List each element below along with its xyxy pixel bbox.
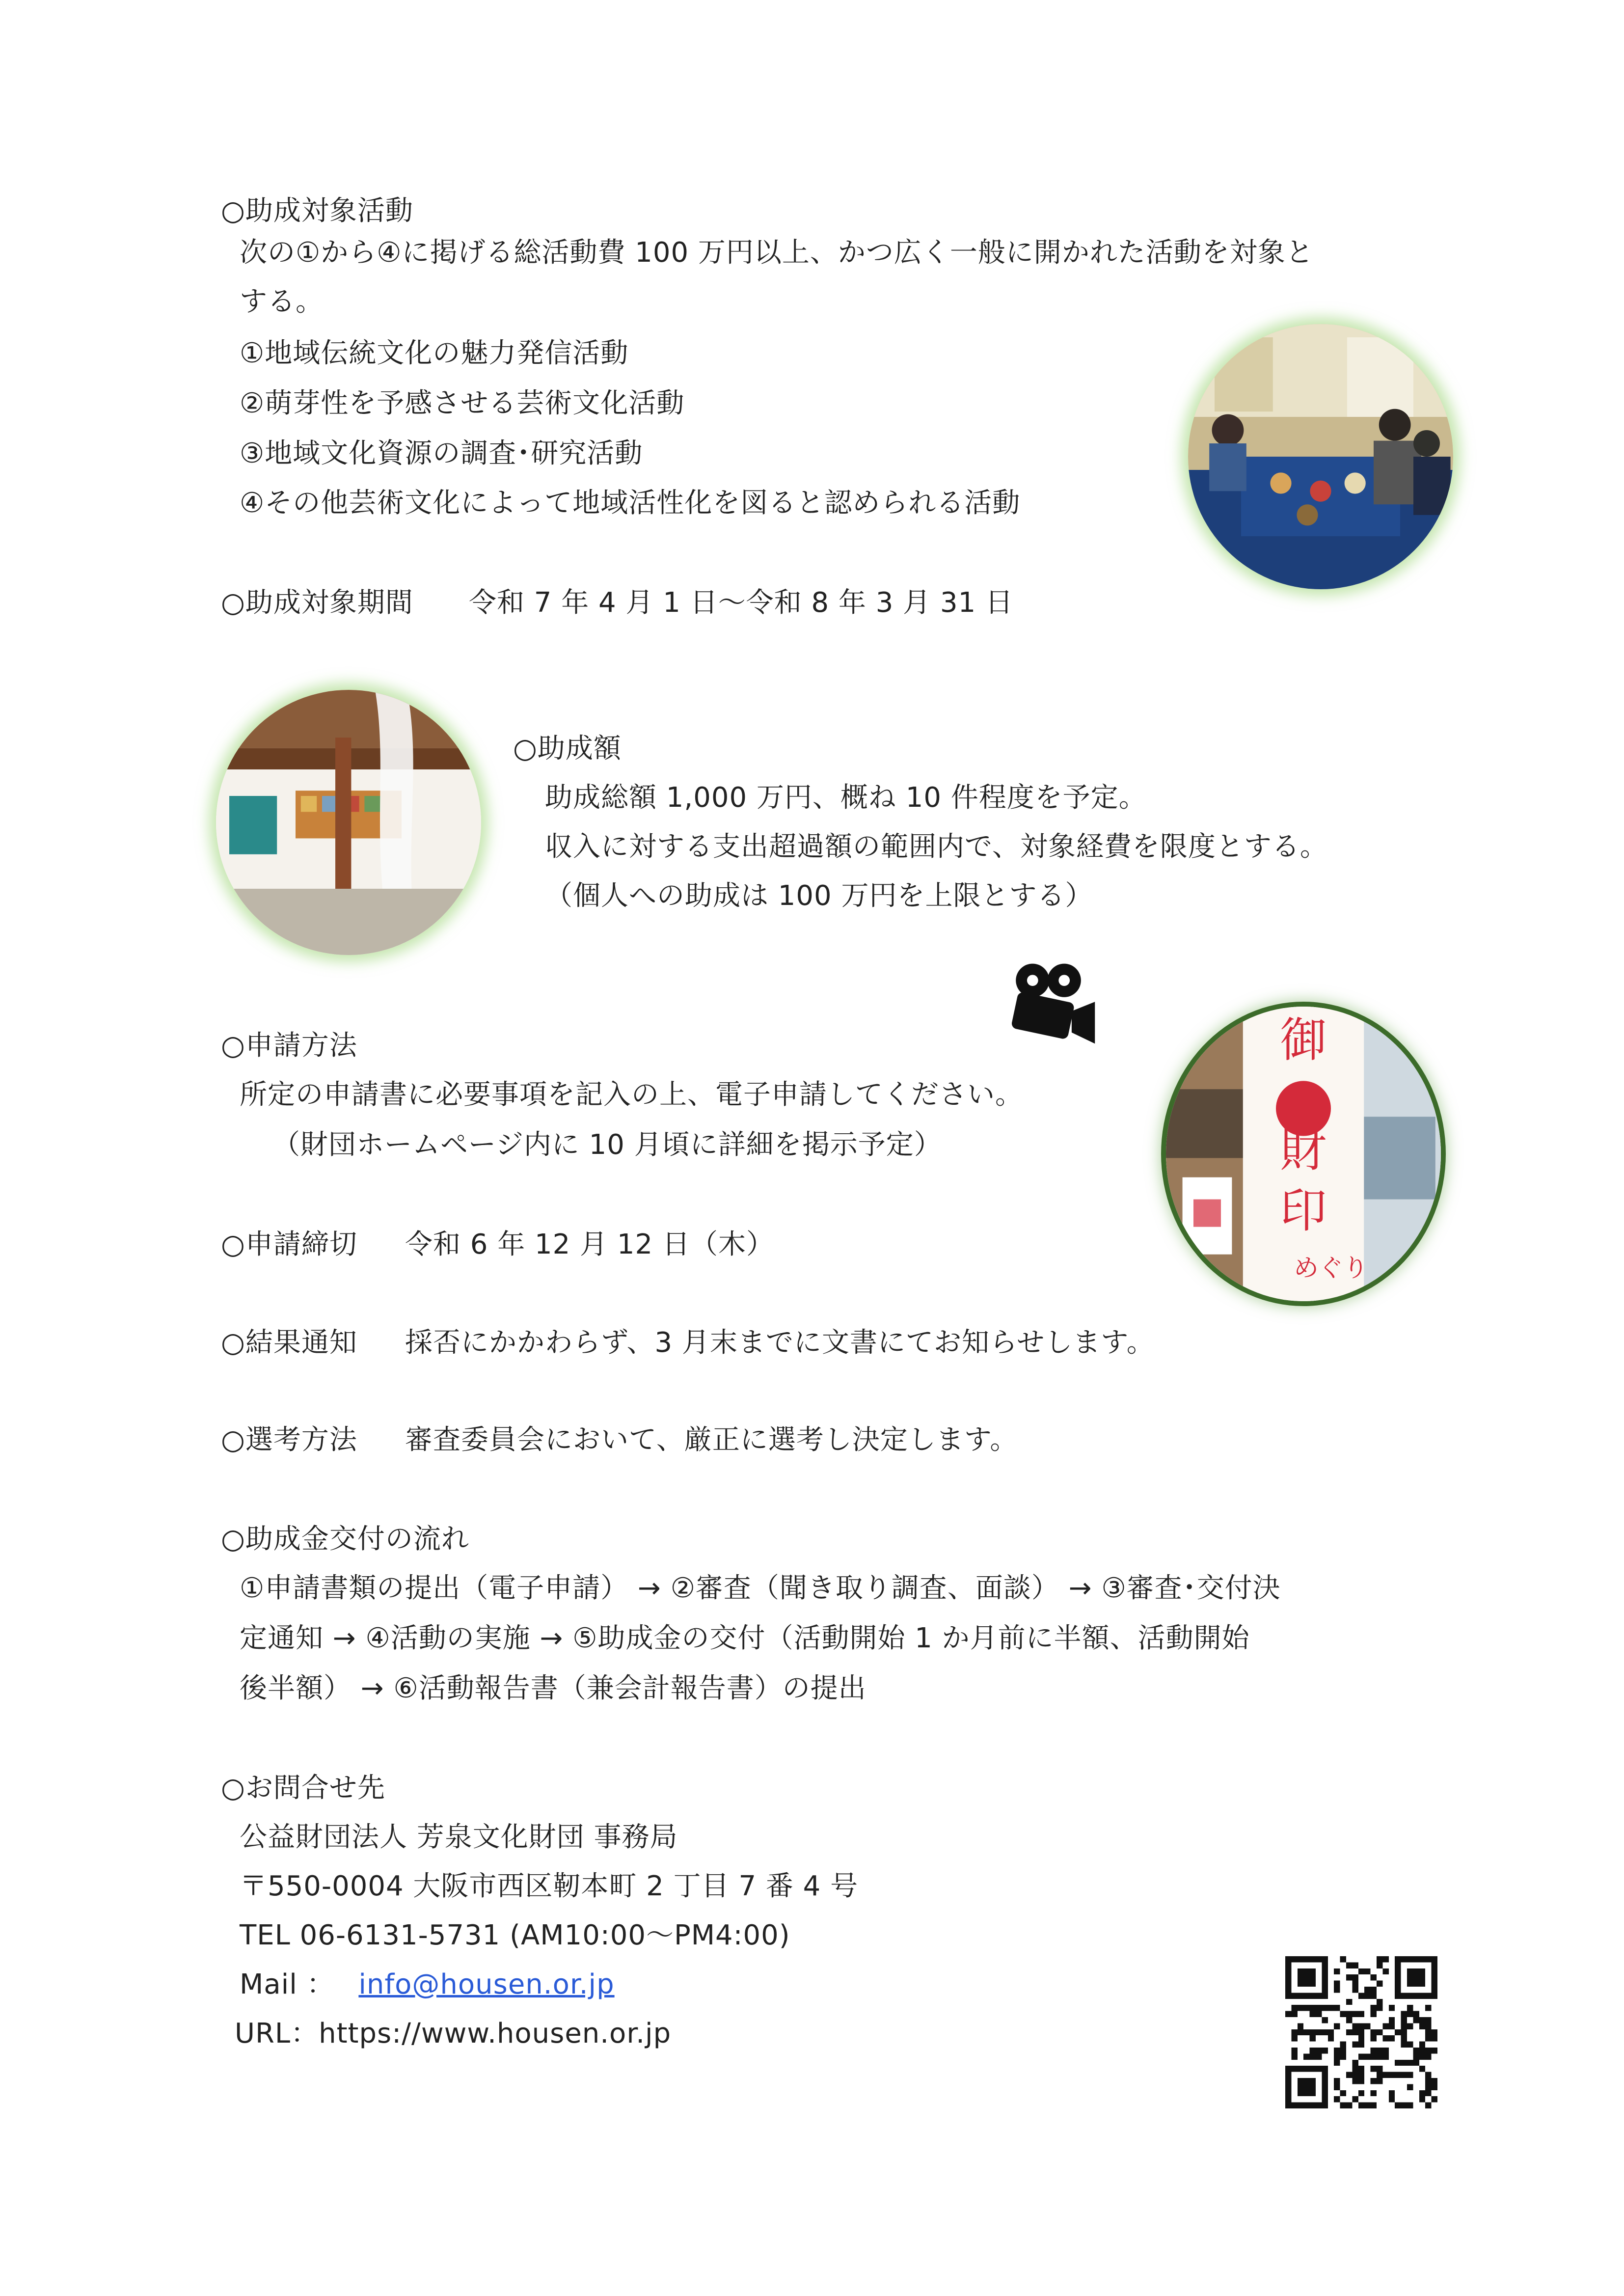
method-title: ○申請方法 xyxy=(221,1030,357,1062)
contact-tel: TEL 06-6131-5731 (AM10:00～PM4:00) xyxy=(240,1919,790,1951)
activity-item-4: ④その他芸術文化によって地域活性化を図ると認められる活動 xyxy=(240,487,1021,519)
flow-line-2: 定通知 → ④活動の実施 → ⑤助成金の交付（活動開始 1 か月前に半額、活動開始 xyxy=(240,1622,1250,1654)
contact-title: ○お問合せ先 xyxy=(221,1772,385,1804)
contact-address: 〒550-0004 大阪市西区靭本町 2 丁目 7 番 4 号 xyxy=(240,1870,859,1902)
amount-title: ○助成額 xyxy=(513,733,622,765)
result-title: ○結果通知 xyxy=(221,1327,357,1359)
activity-item-3: ③地域文化資源の調査･研究活動 xyxy=(240,437,643,469)
activities-intro-2: する。 xyxy=(240,286,324,318)
contact-org: 公益財団法人 芳泉文化財団 事務局 xyxy=(240,1821,678,1853)
method-line-2: （財団ホームページ内に 10 月頃に詳細を掲示予定） xyxy=(272,1129,942,1161)
method-line-1: 所定の申請書に必要事項を記入の上、電子申請してください。 xyxy=(240,1079,1023,1111)
flow-line-1: ①申請書類の提出（電子申請） → ②審査（聞き取り調査、面談） → ③審査･交付決 xyxy=(240,1572,1281,1604)
period-title: ○助成対象期間 xyxy=(221,587,413,619)
activity-item-2: ②萌芽性を予感させる芸術文化活動 xyxy=(240,387,685,419)
qr-code[interactable] xyxy=(1285,1956,1437,2108)
activities-intro: 次の①から④に掲げる総活動費 100 万円以上、かつ広く一般に開かれた活動を対象と xyxy=(240,237,1314,269)
activity-item-1: ①地域伝統文化の魅力発信活動 xyxy=(240,337,629,369)
selection-value: 審査委員会において、厳正に選考し決定します。 xyxy=(405,1424,1018,1456)
meeting-photo xyxy=(1188,324,1453,589)
amount-line-2: 収入に対する支出超過額の範囲内で、対象経費を限度とする。 xyxy=(545,831,1328,863)
selection-title: ○選考方法 xyxy=(221,1424,357,1456)
contact-mail-link[interactable]: info@housen.or.jp xyxy=(358,1968,615,2000)
contact-url[interactable]: URL：https://www.housen.or.jp xyxy=(235,2018,672,2050)
contact-mail-row xyxy=(240,1968,615,2002)
goshuin-char-4: めぐり xyxy=(1294,1253,1368,1283)
exhibition-photo xyxy=(216,690,481,955)
flow-title: ○助成金交付の流れ xyxy=(221,1523,469,1555)
contact-mail-label: Mail ： xyxy=(240,1968,335,2000)
goshuin-char-3: 印 xyxy=(1280,1184,1327,1238)
movie-camera-icon xyxy=(1006,960,1100,1048)
goshuin-char-1: 御 xyxy=(1280,1013,1327,1067)
amount-line-1: 助成総額 1,000 万円、概ね 10 件程度を予定。 xyxy=(545,782,1147,814)
deadline-value: 令和 6 年 12 月 12 日（木） xyxy=(405,1229,774,1260)
activities-title: ○助成対象活動 xyxy=(221,195,413,227)
period-value: 令和 7 年 4 月 1 日～令和 8 年 3 月 31 日 xyxy=(469,587,1014,619)
goshuin-photo xyxy=(1166,1007,1441,1301)
flow-line-3: 後半額） → ⑥活動報告書（兼会計報告書）の提出 xyxy=(240,1672,866,1704)
result-value: 採否にかかわらず、3 月末までに文書にてお知らせします。 xyxy=(405,1327,1155,1359)
amount-line-3: （個人への助成は 100 万円を上限とする） xyxy=(545,880,1093,912)
goshuin-char-2: 財 xyxy=(1280,1123,1327,1178)
deadline-title: ○申請締切 xyxy=(221,1229,357,1260)
